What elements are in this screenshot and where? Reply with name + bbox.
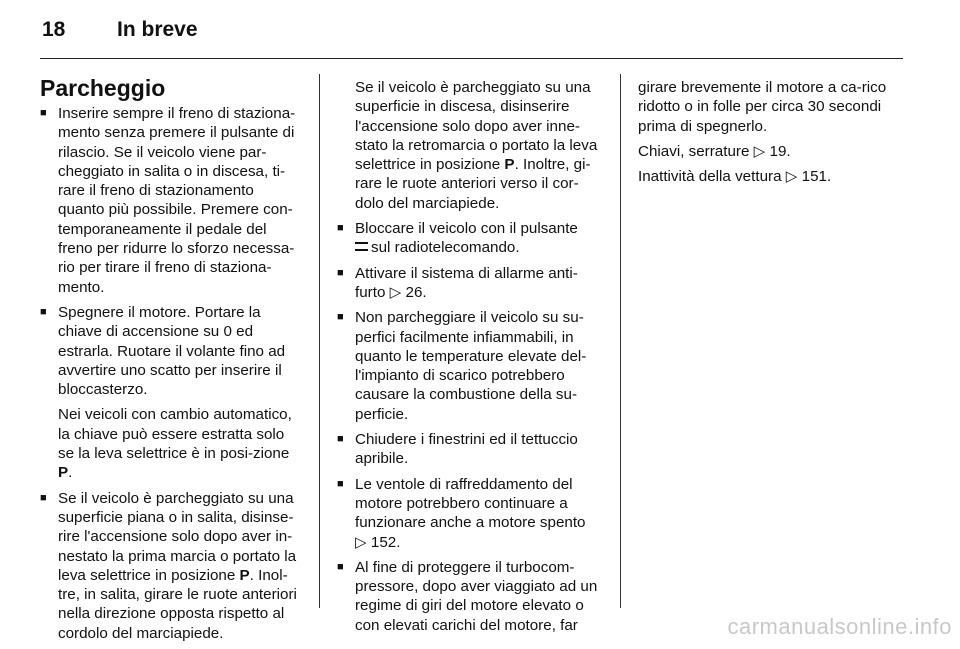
section-title: Parcheggio xyxy=(40,75,166,101)
header-rule xyxy=(40,58,903,59)
paragraph-continuation: girare brevemente il motore a ca-rico ridotto o in folle per circa 30 secondi prima di spegnerlo. xyxy=(638,79,887,135)
cross-reference-inactivity: Inattività della vettura ▷ 151. xyxy=(638,168,832,186)
list-item: ■ Bloccare il veicolo con il pulsante sul radiotelecomando. xyxy=(337,219,605,258)
list-item-text: Se il veicolo è parcheggiato su una superficie piana o in salita, disinse-rire l'accensione solo dopo aver in-nestato la prima marcia o portato la leva selettrice in posizione xyxy=(58,489,297,584)
list-item-text: Spegnere il motore. Portare la chiave di accensione su 0 ed estrarla. Ruotare il volante fino ad avvertire uno scatto per inserire il bloccasterzo. xyxy=(58,303,286,399)
page-reference: ▷ 26. xyxy=(389,283,427,301)
cross-reference-keys: Chiavi, serrature ▷ 19. xyxy=(638,142,791,160)
list-item: ■ Attivare il sistema di allarme anti-furto ▷ 26. xyxy=(337,264,605,303)
lock-button-icon xyxy=(355,242,368,251)
list-item: ■ Chiudere i finestrini ed il tettuccio apribile. xyxy=(337,430,605,469)
list-item: ■ Se il veicolo è parcheggiato su una superficie piana o in salita, disinse-rire l'accensione solo dopo aver in-nestato la prima marcia o portato la leva selettrice in posizione P. Inol-tre, in salita, girare le ruote anteriori nella direzione opposta rispetto al cordolo del marciapiede. xyxy=(40,489,303,643)
column-divider xyxy=(620,74,621,608)
page-number: 18 xyxy=(42,18,66,41)
list-item: ■ Le ventole di raffreddamento del motore potrebbero continuare a funzionare anche a motore spento ▷ 152. xyxy=(337,475,605,552)
list-item-text: Inserire sempre il freno di staziona-mento senza premere il pulsante di rilascio. Se il veicolo viene par-cheggiato in salita o in discesa, ti-rare il freno di stazionamento quanto più possibile. Premere con-temporaneamente il pedale del freno per ridurre lo sforzo necessa-rio per tirare il freno di staziona-mento. xyxy=(58,105,296,296)
column-1 xyxy=(40,74,303,649)
page-header xyxy=(0,0,960,60)
page-reference: ▷ 151. xyxy=(785,168,832,186)
list-item xyxy=(40,104,303,297)
list-item: ■ Non parcheggiare il veicolo su su-perfici facilmente infiammabili, in quanto le temperature elevate del-l'impianto di scarico potrebbero causare la combustione della su-perficie. xyxy=(337,308,605,424)
list-item xyxy=(40,303,303,483)
column-2 xyxy=(337,78,605,641)
column-3 xyxy=(638,78,900,192)
list-item-continuation: Se il veicolo è parcheggiato su una superficie in discesa, disinserire l'accensione solo dopo aver inne-stato la retromarcia o portato la leva selettrice in posizione P. Inoltre, gi-rare le ruote anteriori verso il cor-dolo del marciapiede. xyxy=(355,79,598,212)
list-item: ■ Al fine di proteggere il turbocom-pressore, dopo aver viaggiato ad un regime di giri del motore elevato o con elevati carichi del motore, far xyxy=(337,558,605,635)
column-divider xyxy=(319,74,320,608)
page-reference: ▷ 152. xyxy=(355,533,401,551)
parking-list-1 xyxy=(40,104,303,643)
watermark: carmanualsonline.info xyxy=(727,614,952,639)
parking-list-2 xyxy=(337,78,605,635)
page-reference: ▷ 19. xyxy=(753,142,791,160)
chapter-title: In breve xyxy=(117,18,198,41)
list-item-subtext: Nei veicoli con cambio automatico, la chiave può essere estratta solo se la leva selettrice è in posi-zione P. xyxy=(58,406,292,482)
